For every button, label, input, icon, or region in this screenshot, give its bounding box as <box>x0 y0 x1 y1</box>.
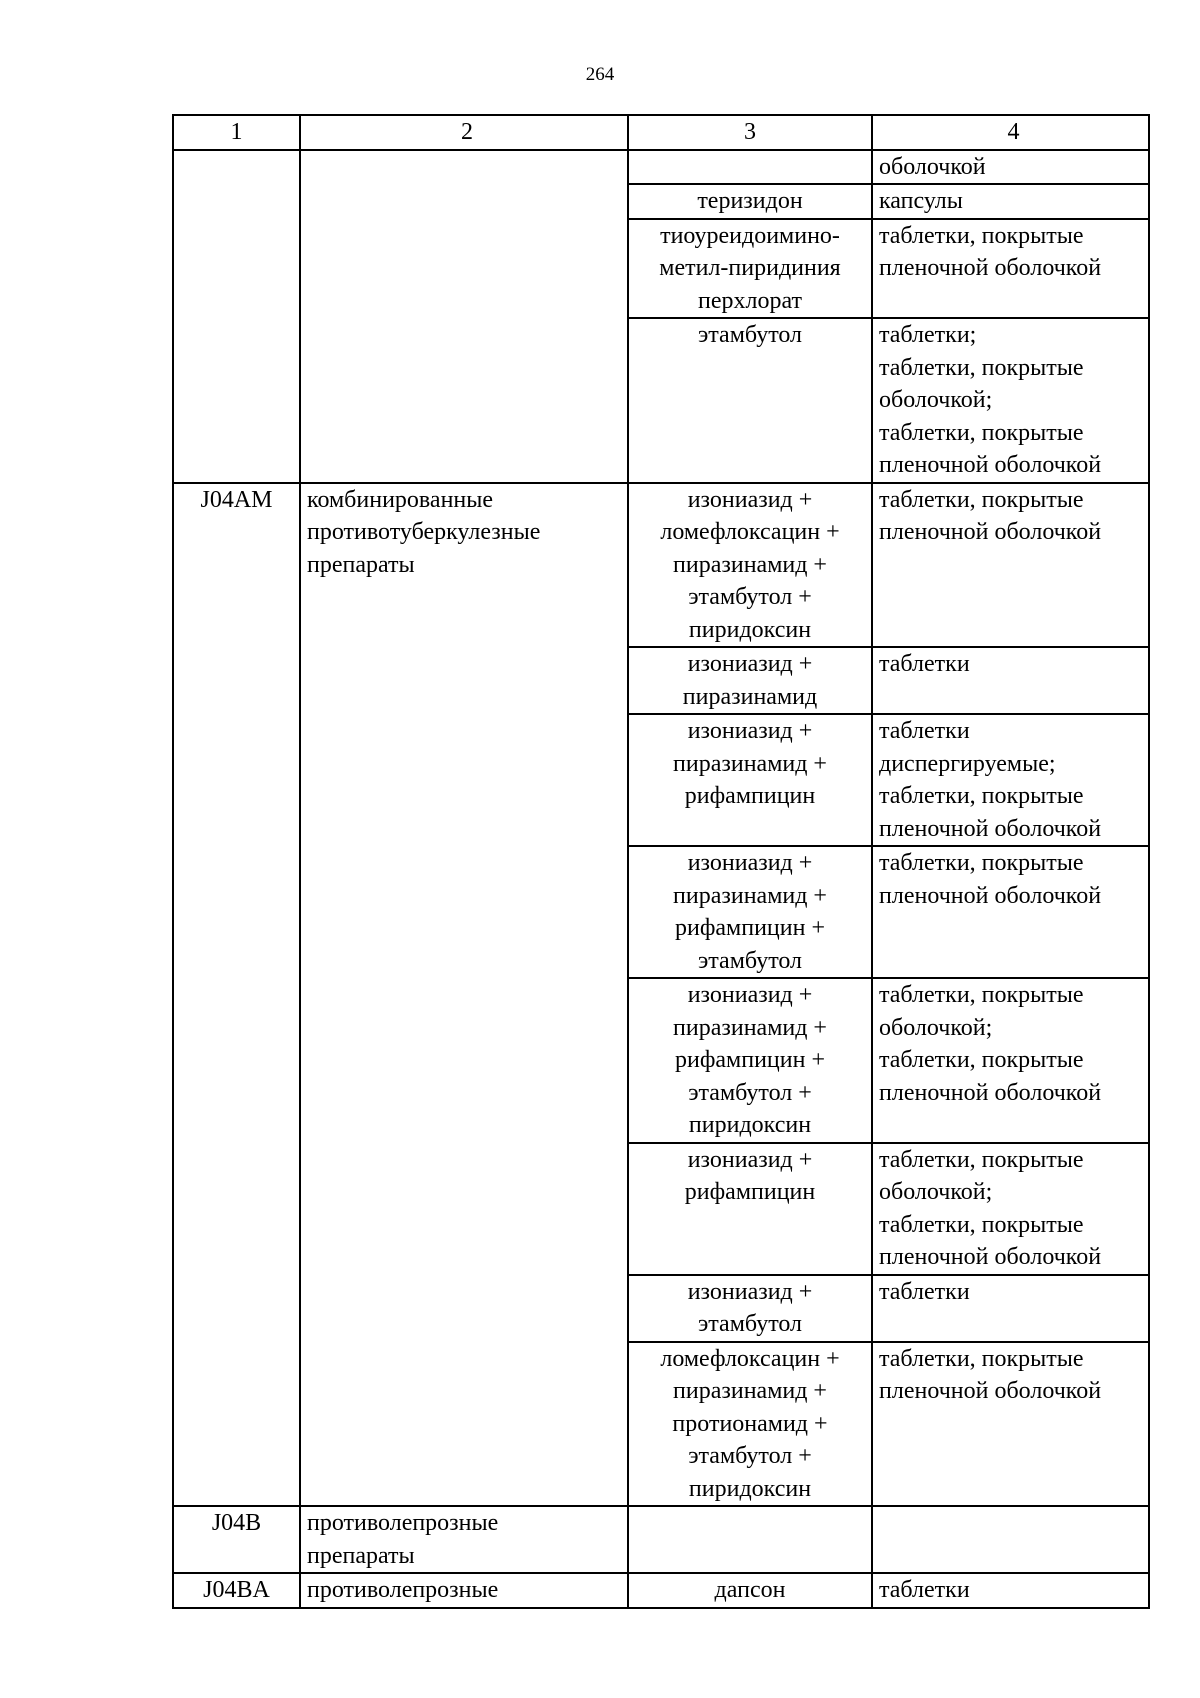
group-name-text: противолепрозные препараты <box>307 1510 499 1569</box>
table-row <box>173 483 1149 648</box>
form-text: таблетки; таблетки, покрытые оболочкой; таблетки, покрытые пленочной оболочкой <box>879 322 1102 478</box>
table-row <box>173 150 1149 185</box>
form-cell <box>872 1506 1149 1573</box>
substance-cell <box>628 184 872 219</box>
substance-text: дапсон <box>714 1577 786 1603</box>
column-header: 3 <box>628 115 872 150</box>
form-text: таблетки диспергируемые; таблетки, покрытые пленочной оболочкой <box>879 718 1102 842</box>
atc-code-cell <box>173 1506 300 1573</box>
form-cell <box>872 714 1149 846</box>
substance-text: ломефлоксацин + пиразинамид + протионамид + этамбутол + пиридоксин <box>660 1345 840 1502</box>
substance-cell <box>628 318 872 483</box>
form-cell <box>872 483 1149 648</box>
form-cell <box>872 1143 1149 1275</box>
substance-cell <box>628 1573 872 1608</box>
group-name-cell <box>300 1573 628 1608</box>
group-name-cell <box>300 150 628 483</box>
atc-code-cell <box>173 1573 300 1608</box>
form-cell <box>872 219 1149 319</box>
column-header: 4 <box>872 115 1149 150</box>
group-name-cell <box>300 483 628 1507</box>
column-header: 1 <box>173 115 300 150</box>
substance-text: изониазид + рифампицин <box>684 1146 816 1205</box>
table-row <box>173 1506 1149 1573</box>
substance-cell <box>628 647 872 714</box>
substance-text: изониазид + пиразинамид + рифампицин <box>673 718 827 809</box>
form-text: таблетки, покрытые пленочной оболочкой <box>879 850 1102 909</box>
substance-cell <box>628 1342 872 1507</box>
form-text: капсулы <box>879 188 963 214</box>
substance-text: теризидон <box>697 188 803 214</box>
form-cell <box>872 1275 1149 1342</box>
form-cell <box>872 318 1149 483</box>
page-number: 264 <box>585 64 615 85</box>
substance-cell <box>628 1143 872 1275</box>
substance-text: тиоуреидоимино- метил-пиридиния перхлорат <box>659 222 841 314</box>
form-text: оболочкой <box>879 153 986 180</box>
substance-text: изониазид + пиразинамид <box>682 651 818 710</box>
form-cell <box>872 1573 1149 1608</box>
substance-text: изониазид + этамбутол <box>687 1278 813 1337</box>
substance-cell <box>628 483 872 648</box>
form-cell <box>872 150 1149 185</box>
form-text: таблетки <box>879 1577 970 1603</box>
form-cell <box>872 846 1149 978</box>
column-header: 2 <box>300 115 628 150</box>
substance-cell <box>628 1506 872 1573</box>
form-cell <box>872 184 1149 219</box>
form-text: таблетки, покрытые оболочкой; таблетки, покрытые пленочной оболочкой <box>879 1146 1102 1270</box>
form-text: таблетки, покрытые пленочной оболочкой <box>879 222 1102 281</box>
substance-cell <box>628 846 872 978</box>
form-cell <box>872 978 1149 1143</box>
group-name-cell <box>300 1506 628 1573</box>
substance-cell <box>628 978 872 1143</box>
drug-table <box>172 114 1150 1609</box>
form-text: таблетки, покрытые оболочкой; таблетки, покрытые пленочной оболочкой <box>879 982 1102 1106</box>
group-name-text: противолепрозные <box>307 1577 499 1603</box>
substance-cell <box>628 714 872 846</box>
atc-code-cell <box>173 483 300 1507</box>
substance-cell <box>628 1275 872 1342</box>
table-header-row <box>173 115 1149 150</box>
atc-code-text: J04B <box>211 1510 262 1536</box>
atc-code-text: J04BA <box>203 1577 270 1603</box>
form-text: таблетки, покрытые пленочной оболочкой <box>879 1345 1102 1404</box>
substance-text: изониазид + пиразинамид + рифампицин + этамбутол + пиридоксин <box>673 982 827 1138</box>
substance-text: этамбутол <box>697 322 803 348</box>
table-row <box>173 1573 1149 1608</box>
form-text: таблетки, покрытые пленочной оболочкой <box>879 486 1102 545</box>
substance-cell <box>628 219 872 319</box>
form-cell <box>872 647 1149 714</box>
substance-text: изониазид + ломефлоксацин + пиразинамид + этамбутол + пиридоксин <box>660 486 840 643</box>
group-name-text: комбинированные противотуберкулезные препараты <box>307 486 541 578</box>
form-text: таблетки <box>879 651 970 677</box>
form-text: таблетки <box>879 1278 970 1305</box>
atc-code-text: J04AM <box>200 486 273 513</box>
atc-code-cell <box>173 150 300 483</box>
form-cell <box>872 1342 1149 1507</box>
substance-cell <box>628 150 872 185</box>
substance-text: изониазид + пиразинамид + рифампицин + этамбутол <box>673 850 827 974</box>
